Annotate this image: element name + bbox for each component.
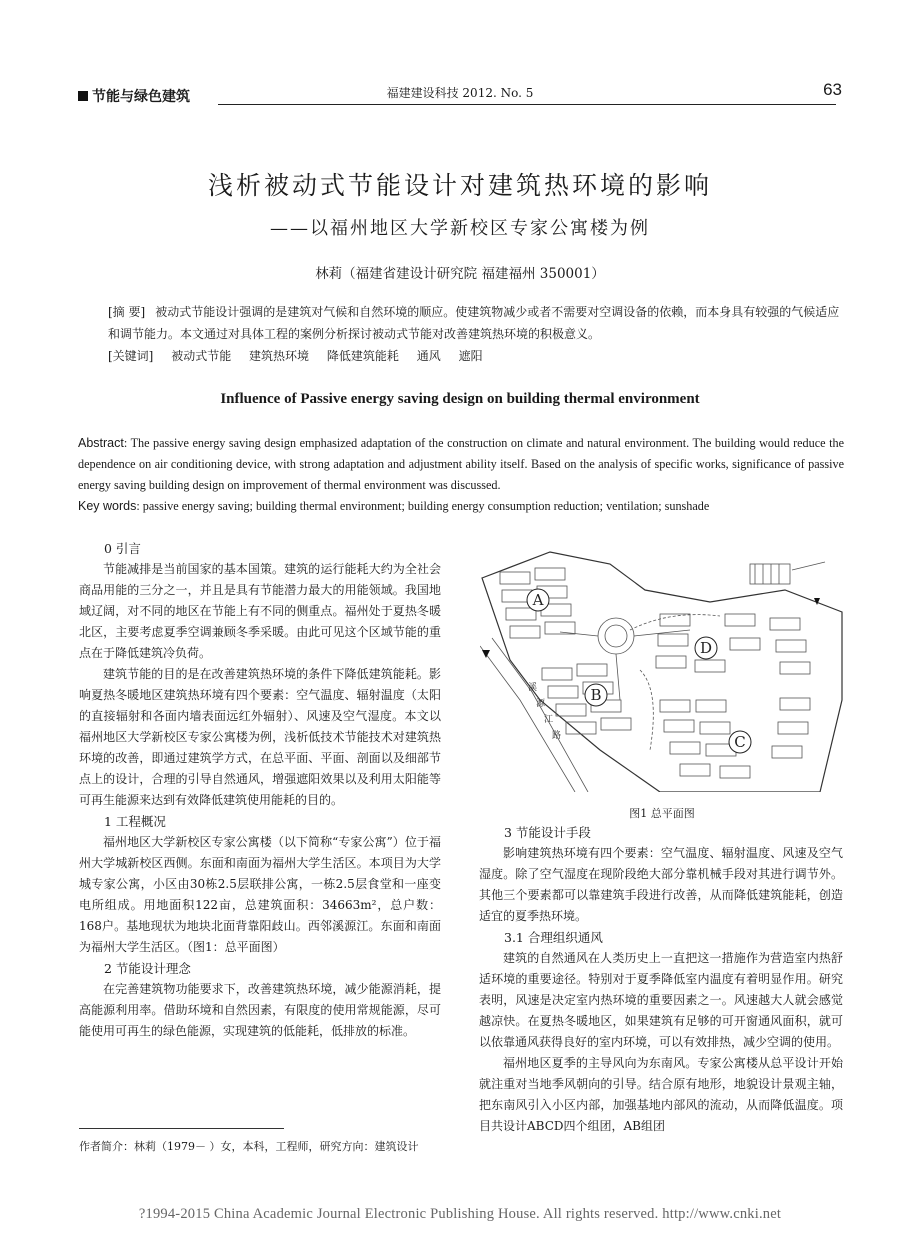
keywords-en: Key words: passive energy saving; building thermal environment; building energy consumption reduction; ventilation; sunshade (78, 499, 710, 513)
road-label: 路 (552, 731, 562, 741)
footnote-rule (79, 1128, 284, 1129)
abstract-en: Abstract: The passive energy saving design emphasized adaptation of the construction on climate and natural environment. The building would reduce the dependence on air conditioning device, with strong adaptation and adjustment ability itself. Based on the analysis of specific works, significance of passive energy saving building design on improvement of thermal environment was discussed. (78, 436, 844, 492)
abstract-en-text: The passive energy saving design emphasized adaptation of the construction on climate and natural environment. The building would reduce the dependence on air conditioning device, with strong adaptation and adjustment ability itself. Based on the analysis of specific works, significance of passive energy saving building design on improvement of thermal environment was discussed. (78, 436, 844, 492)
paragraph: 建筑节能的目的是在改善建筑热环境的条件下降低建筑能耗。影响夏热冬暖地区建筑热环境有四个要素：空气温度、辐射温度（太阳的直接辐射和各面内墙表面远红外辐射）、风速及空气湿度。本文以福州地区大学新校区专家公寓楼为例，浅析低技术节能技术对建筑热环境的改善，即通过建筑学方式，在总平面、平面、剖面以及细部节点上的设计，合理的引导自然通风，增强遮阳效果以及利用太阳能等可再生能源来达到有效降低建筑使用能耗的目的。 (79, 667, 441, 807)
keywords-en-text: passive energy saving; building thermal environment; building energy consumption reduction; ventilation; sunshade (142, 499, 710, 513)
english-title: Influence of Passive energy saving design on building thermal environment (220, 391, 700, 407)
section-heading: 1 工程概况 (104, 814, 166, 829)
abstract-en-label: Abstract (78, 436, 124, 450)
keywords-en-label: Key words (78, 499, 137, 513)
page-number: 63 (823, 80, 842, 99)
section-heading: 2 节能设计理念 (104, 961, 191, 976)
author-line: 林莉（福建省建设计研究院 福建福州 350001） (315, 266, 605, 282)
keyword-cn: 通风 (416, 349, 441, 363)
article-subtitle: ——以福州地区大学新校区专家公寓楼为例 (270, 218, 650, 239)
cluster-c-label: C (734, 733, 746, 751)
keyword-cn: 建筑热环境 (249, 349, 310, 363)
section-heading: 0 引言 (104, 541, 141, 556)
road-label: 源 (536, 699, 546, 709)
cluster-d-label: D (699, 639, 713, 657)
header-rule (218, 104, 836, 105)
author-footnote: 作者简介：林莉（1979－ ）女，本科，工程师，研究方向：建筑设计 (79, 1140, 419, 1153)
section-heading: 3.1 合理组织通风 (504, 930, 603, 945)
abstract-cn (108, 301, 848, 345)
journal-info: 福建建设科技 2012. No. 5 (386, 86, 534, 100)
copyright-line: ?1994-2015 China Academic Journal Electronic Publishing House. All rights reserved. http://www.cnki.net (138, 1206, 782, 1222)
cluster-b-label: B (590, 686, 602, 704)
site-plan-figure (480, 550, 844, 792)
keywords-cn-label: [关键词] (108, 349, 154, 363)
abstract-cn-label: [摘 要] (108, 305, 146, 319)
section-name: 节能与绿色建筑 (92, 89, 190, 105)
paragraph: 影响建筑热环境有四个要素：空气温度、辐射温度、风速及空气湿度。除了空气湿度在现阶段绝大部分靠机械手段对其进行调节外。其他三个要素都可以靠建筑手段进行改善，从而降低建筑能耗，创造适宜的夏季热环境。 (479, 846, 843, 923)
road-label: 江 (544, 715, 554, 725)
site-plan-drawing (480, 550, 844, 792)
paragraph: 建筑的自然通风在人类历史上一直把这一措施作为营造室内热舒适环境的重要途径。特别对于夏季降低室内温度有着明显作用。研究表明，风速是决定室内热环境的重要因素之一。风速越大人就会感觉越凉快。在夏热冬暖地区，如果建筑有足够的可开窗通风面积，就可以依靠通风获得良好的室内环境，可以有效排热，减少空调的使用。 (479, 951, 843, 1049)
keyword-cn: 降低建筑能耗 (326, 349, 399, 363)
keywords-cn (108, 345, 848, 367)
paragraph: 福州地区夏季的主导风向为东南风。专家公寓楼从总平设计开始就注重对当地季风朝向的引导。结合原有地形，地貌设计景观主轴，把东南风引入小区内部，加强基地内部风的流动，从而降低温度。项目共设计ABCD四个组团，AB组团 (479, 1056, 843, 1133)
article-title: 浅析被动式节能设计对建筑热环境的影响 (207, 171, 712, 200)
abstract-cn-text: 被动式节能设计强调的是建筑对气候和自然环境的顺应。使建筑物减少或者不需要对空调设备的依赖，而本身具有较强的气候适应和调节能力。本文通过对具体工程的案例分析探讨被动式节能对改善建筑热环境的积极意义。 (108, 305, 840, 341)
left-column (79, 538, 441, 1042)
right-column (479, 822, 843, 1137)
cluster-a-label: A (532, 591, 544, 609)
keyword-cn: 遮阳 (458, 349, 483, 363)
keyword-cn: 被动式节能 (171, 349, 232, 363)
figure-caption: 图1 总平面图 (629, 807, 695, 820)
paragraph: 福州地区大学新校区专家公寓楼（以下简称“专家公寓”）位于福州大学城新校区西侧。东面和南面为福州大学生活区。本项目为大学城专家公寓，小区由30栋2.5层联排公寓，一栋2.5层食堂和一座变电所组成。用地面积122亩，总建筑面积：34663m²，总户数：168户。基地现状为地块北面背靠阳歧山。西邻溪源江。东面和南面为福州大学生活区。（图1：总平面图） (79, 835, 441, 954)
paragraph: 节能减排是当前国家的基本国策。建筑的运行能耗大约为全社会商品用能的三分之一，并且是具有节能潜力最大的用能领域。我国地域辽阔，对不同的地区在节能上有不同的侧重点。福州处于夏热冬暖北区，主要考虑夏季空调兼顾冬季采暖。由此可见这个区域节能的重点在于降低建筑冷负荷。 (79, 562, 441, 660)
road-label: 溪 (528, 683, 538, 693)
paragraph: 在完善建筑物功能要求下，改善建筑热环境，减少能源消耗，提高能源利用率。借助环境和自然因素，有限度的使用常规能源，尽可能使用可再生的绿色能源，实现建筑的低能耗，低排放的标准。 (79, 982, 441, 1038)
section-heading: 3 节能设计手段 (504, 825, 591, 840)
